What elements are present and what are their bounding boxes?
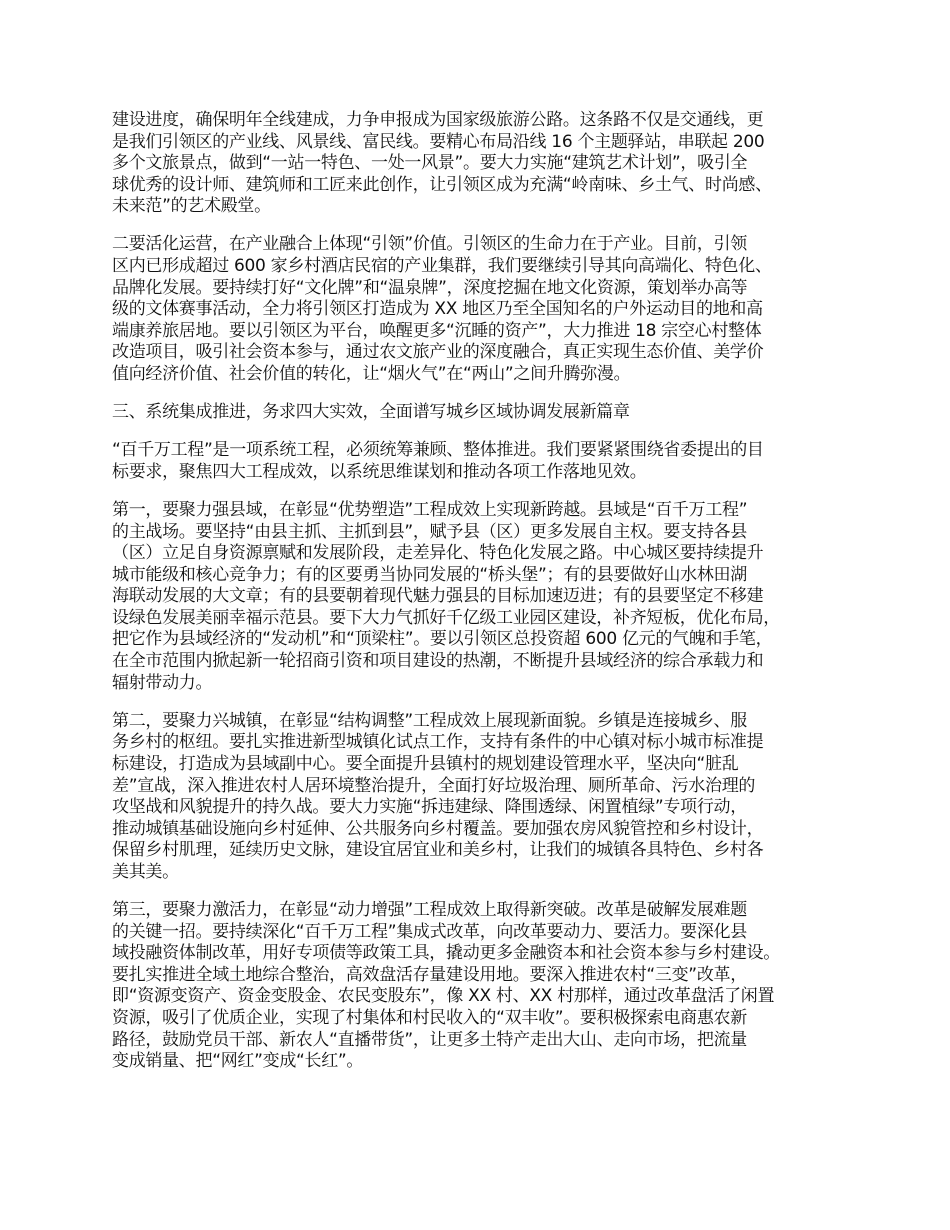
text-line: 推动城镇基础设施向乡村延伸、公共服务向乡村覆盖。要加强农房风貌管控和乡村设计，	[112, 818, 764, 839]
text-line: 海联动发展的大文章；有的县要朝着现代魅力强县的目标加速迈进；有的县要坚定不移建	[112, 586, 764, 607]
text-line: 路径，鼓励党员干部、新农人“直播带货”，让更多土特产走出大山、走向市场，把流量	[112, 1029, 747, 1050]
text-line: 美其美。	[112, 861, 179, 882]
text-line: 要扎实推进全域土地综合整治，高效盘活存量建设用地。要深入推进农村“三变”改革，	[112, 964, 747, 985]
text-line: 把它作为县域经济的“发动机”和“顶梁柱”。要以引领区总投资超 600 亿元的气魄和手笔，	[112, 629, 773, 650]
text-line: 差”宣战，深入推进农村人居环境整治提升，全面打好垃圾治理、厕所革命、污水治理的	[112, 775, 756, 796]
text-line: 城市能级和核心竞争力；有的区要勇当协同发展的“桥头堡”；有的县要做好山水林田湖	[112, 564, 747, 585]
text-line: 是我们引领区的产业线、风景线、富民线。要精心布局沿线 16 个主题驿站，串联起 200	[112, 131, 765, 152]
paragraph-continued	[112, 110, 852, 218]
text-line: 的主战场。要坚持“由县主抓、主抓到县”，赋予县（区）更多发展自主权。要支持各县	[112, 521, 747, 542]
text-line: 标建设，打造成为县域副中心。要全面提升县镇村的规划建设管理水平，坚决向“脏乱	[112, 753, 739, 774]
text-line: 建设进度，确保明年全线建成，力争申报成为国家级旅游公路。这条路不仅是交通线，更	[112, 110, 764, 130]
text-line: 第三，要聚力激活力，在彰显“动力增强”工程成效上取得新突破。改革是破解发展难题	[112, 900, 747, 920]
paragraph-second-towns	[112, 711, 852, 884]
text-line: 品牌化发展。要持续打好“文化牌”和“温泉牌”，深度挖掘在地文化资源，策划举办高等	[112, 277, 748, 298]
text-line: 辐射带动力。	[112, 672, 213, 693]
text-line: 球优秀的设计师、建筑师和工匠来此创作，让引领区成为充满“岭南味、乡土气、时尚感、	[112, 174, 772, 195]
paragraph-third-vitality	[112, 900, 852, 1073]
text-line: 多个文旅景点，做到“一站一特色、一处一风景”。要大力实施“建筑艺术计划”，吸引全	[112, 153, 748, 174]
text-line: 未来范”的艺术殿堂。	[112, 196, 271, 217]
text-line: 值向经济价值、社会价值的转化，让“烟火气”在“两山”之间升腾弥漫。	[112, 364, 631, 385]
document-page	[112, 110, 852, 1089]
text-line: 务乡村的枢纽。要扎实推进新型城镇化试点工作，支持有条件的中心镇对标小城市标准提	[112, 732, 764, 753]
text-line: 设绿色发展美丽幸福示范县。要下大力气抓好千亿级工业园区建设，补齐短板，优化布局，	[112, 607, 780, 628]
text-line: 标要求，聚焦四大工程成效，以系统思维谋划和推动各项工作落地见效。	[112, 461, 647, 482]
text-line: 攻坚战和风貌提升的持久战。要大力实施“拆违建绿、降围透绿、闲置植绿”专项行动，	[112, 797, 747, 818]
text-line: 的关键一招。要持续深化“百千万工程”集成式改革，向改革要动力、要活力。要深化县	[112, 921, 747, 942]
text-line: 变成销量、把“网红”变成“长红”。	[112, 1051, 364, 1072]
text-line: 区内已形成超过 600 家乡村酒店民宿的产业集群，我们要继续引导其向高端化、特色化、	[112, 256, 772, 277]
text-line: 即“资源变资产、资金变股金、农民变股东”，像 XX 村、XX 村那样，通过改革盘活了闲置	[112, 986, 775, 1007]
text-line: 级的文体赛事活动，全力将引领区打造成为 XX 地区乃至全国知名的户外运动目的地和高	[112, 299, 763, 320]
text-line: 在全市范围内掀起新一轮招商引资和项目建设的热潮，不断提升县域经济的综合承载力和	[112, 651, 764, 672]
section-heading-three	[112, 402, 852, 424]
text-line: （区）立足自身资源禀赋和发展阶段，走差异化、特色化发展之路。中心城区要持续提升	[112, 543, 764, 564]
text-line: 第一，要聚力强县域，在彰显“优势塑造”工程成效上实现新跨越。县域是“百千万工程”	[112, 499, 748, 520]
text-line: 端康养旅居地。要以引领区为平台，唤醒更多“沉睡的资产”，大力推进 18 宗空心村整体	[112, 320, 762, 341]
text-line: 资源，吸引了优质企业，实现了村集体和村民收入的“双丰收”。要积极探索电商惠农新	[112, 1007, 747, 1028]
text-line: 改造项目，吸引社会资本参与，通过农文旅产业的深度融合，真正实现生态价值、美学价	[112, 342, 764, 363]
text-line: 三、系统集成推进，务求四大实效，全面谱写城乡区域协调发展新篇章	[112, 402, 630, 423]
text-line: 二要活化运营，在产业融合上体现“引领”价值。引领区的生命力在于产业。目前，引领	[112, 234, 747, 255]
paragraph-intro	[112, 440, 852, 483]
text-line: “百千万工程”是一项系统工程，必须统筹兼顾、整体推进。我们要紧紧围绕省委提出的目	[112, 440, 764, 461]
text-line: 域投融资体制改革，用好专项债等政策工具，撬动更多金融资本和社会资本参与乡村建设。	[112, 943, 780, 964]
text-line: 保留乡村肌理，延续历史文脉，建设宜居宜业和美乡村，让我们的城镇各具特色、乡村各	[112, 840, 764, 861]
text-line: 第二，要聚力兴城镇，在彰显“结构调整”工程成效上展现新面貌。乡镇是连接城乡、服	[112, 710, 747, 731]
paragraph-tourism-operations	[112, 234, 852, 385]
paragraph-first-county	[112, 500, 852, 694]
